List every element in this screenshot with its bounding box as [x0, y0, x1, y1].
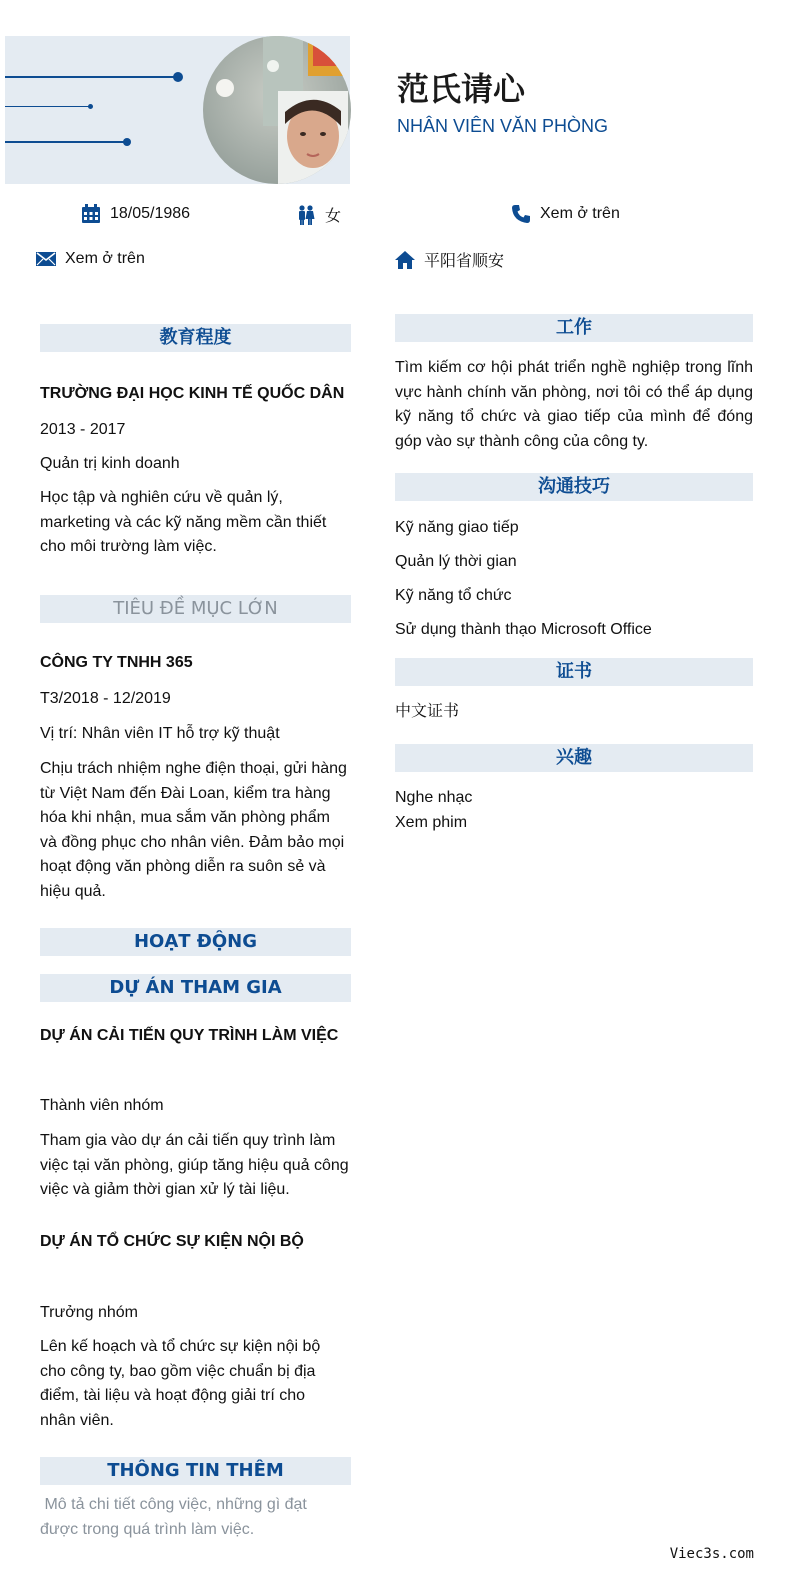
skill-item: Quản lý thời gian — [395, 553, 517, 570]
address-info — [394, 248, 504, 271]
experience-position: Vị trí: Nhân viên IT hỗ trợ kỹ thuật — [40, 725, 280, 742]
phone-info — [510, 203, 620, 225]
project-name: DỰ ÁN CẢI TIẾN QUY TRÌNH LÀM VIỆC — [40, 1027, 339, 1044]
education-period: 2013 - 2017 — [40, 421, 126, 438]
decorative-line — [5, 141, 127, 143]
education-school: TRƯỜNG ĐẠI HỌC KINH TẾ QUỐC DÂN — [40, 385, 345, 402]
address-value: 平阳省顺安 — [424, 253, 505, 270]
objective-heading: 工作 — [395, 314, 753, 342]
education-description: Học tập và nghiên cứu về quản lý, marketing và các kỹ năng mềm cần thiết cho môi trường làm việc. — [40, 489, 327, 555]
decorative-dot — [88, 104, 93, 109]
additional-info-heading: THÔNG TIN THÊM — [40, 1457, 351, 1485]
home-icon — [394, 249, 416, 271]
gender-value: 女 — [325, 208, 342, 225]
people-icon — [295, 204, 317, 226]
objective-text: Tìm kiếm cơ hội phát triển nghề nghiệp trong lĩnh vực hành chính văn phòng, nơi tôi có thể áp dụng kỹ năng tổ chức và giao tiếp của mình để đóng góp vào sự thành công của công ty. — [395, 359, 753, 450]
decorative-dot — [123, 138, 131, 146]
gender-info — [295, 203, 341, 226]
interest-item: Xem phim — [395, 814, 468, 831]
calendar-icon — [80, 203, 102, 225]
project-role: Thành viên nhóm — [40, 1097, 164, 1114]
experience-period: T3/2018 - 12/2019 — [40, 690, 171, 707]
skill-item: Kỹ năng tổ chức — [395, 587, 512, 604]
skill-item: Kỹ năng giao tiếp — [395, 519, 519, 536]
activities-heading: HOẠT ĐỘNG — [40, 928, 351, 956]
interest-item: Nghe nhạc — [395, 789, 473, 806]
decorative-dot — [173, 72, 183, 82]
skill-item: Sử dụng thành thạo Microsoft Office — [395, 621, 652, 638]
interests-heading: 兴趣 — [395, 744, 753, 772]
job-title: NHÂN VIÊN VĂN PHÒNG — [397, 116, 609, 136]
project-name: DỰ ÁN TỔ CHỨC SỰ KIỆN NỘI BỘ — [40, 1233, 304, 1250]
avatar — [203, 36, 351, 184]
project-role: Trưởng nhóm — [40, 1304, 138, 1321]
birthday-value: 18/05/1986 — [110, 205, 191, 222]
footer-brand: Viec3s.com — [669, 1546, 754, 1562]
mail-icon — [35, 248, 57, 270]
email-value[interactable]: Xem ở trên — [65, 250, 145, 267]
candidate-name: 范氏请心 — [397, 70, 526, 108]
projects-heading: DỰ ÁN THAM GIA — [40, 974, 351, 1002]
experience-heading: TIÊU ĐỀ MỤC LỚN — [40, 595, 351, 623]
experience-description: Chịu trách nhiệm nghe điện thoại, gửi hàng từ Việt Nam đến Đài Loan, kiểm tra hàng hóa khi nhận, mua sắm văn phòng phẩm và đồng phục cho nhân viên. Đảm bảo mọi hoạt động văn phòng diễn ra suôn sẻ và hiệu quả. — [40, 760, 347, 900]
education-major: Quản trị kinh doanh — [40, 455, 180, 472]
education-heading: 教育程度 — [40, 324, 351, 352]
additional-info-text: Mô tả chi tiết công việc, những gì đạt được trong quá trình làm việc. — [40, 1496, 312, 1538]
phone-icon — [510, 203, 532, 225]
experience-company: CÔNG TY TNHH 365 — [40, 654, 193, 671]
skills-heading: 沟通技巧 — [395, 473, 753, 501]
email-info — [35, 248, 145, 270]
certificate-item: 中文证书 — [395, 703, 460, 720]
decorative-line — [5, 106, 91, 107]
project-description: Tham gia vào dự án cải tiến quy trình làm việc tại văn phòng, giúp tăng hiệu quả công việc và giảm thời gian xử lý tài liệu. — [40, 1132, 349, 1198]
phone-value[interactable]: Xem ở trên — [540, 205, 620, 222]
project-description: Lên kế hoạch và tổ chức sự kiện nội bộ cho công ty, bao gồm việc chuẩn bị địa điểm, tài liệu và hoạt động giải trí cho nhân viên. — [40, 1338, 321, 1429]
birthday-info — [80, 203, 190, 225]
certificates-heading: 证书 — [395, 658, 753, 686]
decorative-line — [5, 76, 177, 78]
